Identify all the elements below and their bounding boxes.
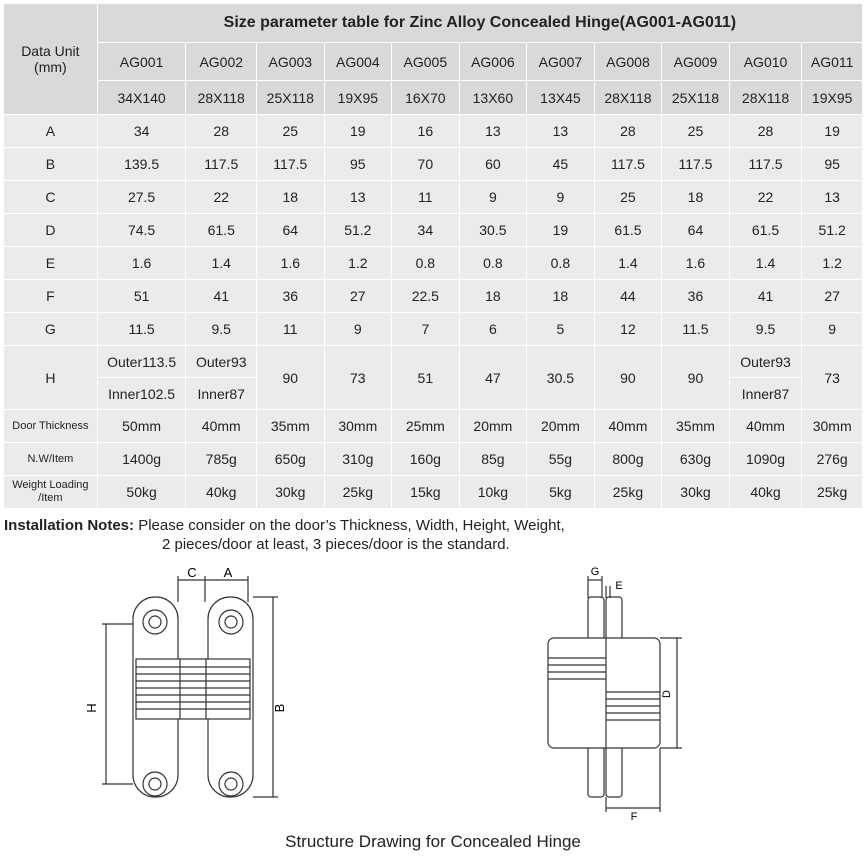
table-cell: 70: [392, 148, 460, 181]
table-cell: 27: [802, 280, 863, 313]
dim-label-g: G: [590, 566, 600, 578]
table-cell: 5: [527, 313, 595, 346]
table-cell: 13: [459, 115, 527, 148]
table-cell: 25: [257, 115, 325, 148]
h-ag004: 73: [324, 346, 392, 410]
model-header: AG011: [802, 43, 863, 81]
row-label-line-1: Weight Loading: [12, 479, 89, 491]
hinge-front-view-drawing: [84, 562, 288, 824]
table-cell: 50mm: [97, 410, 186, 443]
notes-label: Installation Notes:: [4, 517, 135, 534]
table-cell: 41: [186, 280, 257, 313]
notes-line-2: 2 pieces/door at least, 3 pieces/door is the standard.: [162, 536, 510, 553]
row-label-line-2: /Item: [38, 492, 63, 504]
table-cell: 12: [594, 313, 662, 346]
table-cell: 117.5: [662, 148, 730, 181]
table-cell: 630g: [662, 443, 730, 476]
table-cell: 61.5: [594, 214, 662, 247]
table-cell: 139.5: [97, 148, 186, 181]
table-cell: 1400g: [97, 443, 186, 476]
table-cell: 18: [527, 280, 595, 313]
table-row: [4, 115, 863, 148]
table-cell: 40kg: [186, 476, 257, 509]
row-label-h: H: [4, 346, 98, 410]
table-cell: 0.8: [459, 247, 527, 280]
table-row: [4, 443, 863, 476]
hinge-side-view-drawing: [540, 562, 690, 824]
size-parameter-table: [3, 3, 863, 509]
drawing-caption: Structure Drawing for Concealed Hinge: [285, 832, 581, 851]
h-ag009: 90: [662, 346, 730, 410]
h-ag010-inner: Inner87: [729, 378, 802, 410]
table-row: [4, 247, 863, 280]
model-size: 34X140: [97, 81, 186, 115]
table-cell: 10kg: [459, 476, 527, 509]
table-cell: 30mm: [324, 410, 392, 443]
table-row: [4, 476, 863, 509]
size-row: [4, 81, 863, 115]
table-cell: 85g: [459, 443, 527, 476]
table-cell: 27: [324, 280, 392, 313]
table-cell: 18: [662, 181, 730, 214]
table-title: Size parameter table for Zinc Alloy Concealed Hinge(AG001-AG011): [97, 4, 862, 43]
table-cell: 1.2: [324, 247, 392, 280]
table-cell: 1.4: [186, 247, 257, 280]
model-size: 19X95: [324, 81, 392, 115]
table-cell: 1.2: [802, 247, 863, 280]
table-cell: 310g: [324, 443, 392, 476]
table-cell: 1.4: [729, 247, 802, 280]
table-cell: 276g: [802, 443, 863, 476]
table-cell: 27.5: [97, 181, 186, 214]
table-cell: 9: [527, 181, 595, 214]
table-cell: 18: [459, 280, 527, 313]
table-cell: 1.6: [662, 247, 730, 280]
model-size: 28X118: [186, 81, 257, 115]
table-cell: 1.6: [257, 247, 325, 280]
h-ag002-inner: Inner87: [186, 378, 257, 410]
table-cell: 36: [257, 280, 325, 313]
table-cell: 25kg: [802, 476, 863, 509]
table-cell: 19: [324, 115, 392, 148]
table-cell: 15kg: [392, 476, 460, 509]
table-cell: 1.6: [97, 247, 186, 280]
table-cell: 1090g: [729, 443, 802, 476]
notes-line-1: Please consider on the door’s Thickness, Width, Height, Weight,: [138, 517, 565, 534]
h-ag005: 51: [392, 346, 460, 410]
row-label: E: [4, 247, 98, 280]
table-cell: 44: [594, 280, 662, 313]
table-cell: 11.5: [97, 313, 186, 346]
table-cell: 74.5: [97, 214, 186, 247]
table-cell: 6: [459, 313, 527, 346]
model-row: [4, 43, 863, 81]
dim-label-e: E: [615, 580, 623, 592]
table-cell: 25mm: [392, 410, 460, 443]
table-row: [4, 148, 863, 181]
model-size: 13X60: [459, 81, 527, 115]
row-label: [4, 476, 98, 509]
table-cell: 7: [392, 313, 460, 346]
model-header: AG004: [324, 43, 392, 81]
table-cell: 51.2: [324, 214, 392, 247]
table-cell: 95: [324, 148, 392, 181]
table-cell: 20mm: [527, 410, 595, 443]
table-cell: 40mm: [729, 410, 802, 443]
model-size: 25X118: [257, 81, 325, 115]
table-cell: 28: [729, 115, 802, 148]
table-cell: 35mm: [257, 410, 325, 443]
h-ag010-outer: Outer93: [729, 346, 802, 378]
table-cell: 9: [802, 313, 863, 346]
installation-notes: [4, 516, 565, 554]
table-row: [4, 313, 863, 346]
row-label: D: [4, 214, 98, 247]
model-size: 28X118: [729, 81, 802, 115]
table-cell: 117.5: [257, 148, 325, 181]
table-cell: 30kg: [662, 476, 730, 509]
table-cell: 11: [257, 313, 325, 346]
table-cell: 60: [459, 148, 527, 181]
row-label: C: [4, 181, 98, 214]
h-ag002-outer: Outer93: [186, 346, 257, 378]
dim-label-h: H: [84, 703, 99, 713]
data-unit-label: Data Unit: [21, 43, 80, 59]
table-row: [4, 181, 863, 214]
h-ag006: 47: [459, 346, 527, 410]
table-cell: 34: [392, 214, 460, 247]
table-cell: 22: [729, 181, 802, 214]
row-label: N.W/Item: [4, 443, 98, 476]
dim-label-a: A: [223, 565, 233, 580]
table-cell: 117.5: [729, 148, 802, 181]
table-cell: 16: [392, 115, 460, 148]
table-cell: 25: [662, 115, 730, 148]
row-label: B: [4, 148, 98, 181]
row-label: F: [4, 280, 98, 313]
table-cell: 0.8: [527, 247, 595, 280]
model-header: AG001: [97, 43, 186, 81]
dim-label-b: B: [272, 703, 287, 713]
h-ag001-outer: Outer113.5: [97, 346, 186, 378]
h-ag008: 90: [594, 346, 662, 410]
model-header: AG005: [392, 43, 460, 81]
table-cell: 40kg: [729, 476, 802, 509]
table-row-h: [4, 346, 863, 378]
model-header: AG003: [257, 43, 325, 81]
table-cell: 25kg: [594, 476, 662, 509]
table-cell: 34: [97, 115, 186, 148]
h-ag007: 30.5: [527, 346, 595, 410]
dim-label-c: C: [187, 565, 197, 580]
table-cell: 13: [324, 181, 392, 214]
model-size: 25X118: [662, 81, 730, 115]
h-ag011: 73: [802, 346, 863, 410]
table-cell: 13: [802, 181, 863, 214]
dim-label-d: D: [661, 690, 673, 698]
table-cell: 64: [662, 214, 730, 247]
table-cell: 5kg: [527, 476, 595, 509]
model-size: 16X70: [392, 81, 460, 115]
table-cell: 20mm: [459, 410, 527, 443]
model-header: AG010: [729, 43, 802, 81]
table-row: [4, 280, 863, 313]
h-ag001-inner: Inner102.5: [97, 378, 186, 410]
table-cell: 9.5: [729, 313, 802, 346]
table-cell: 9.5: [186, 313, 257, 346]
table-cell: 28: [594, 115, 662, 148]
model-header: AG009: [662, 43, 730, 81]
table-cell: 800g: [594, 443, 662, 476]
model-size: 13X45: [527, 81, 595, 115]
table-cell: 9: [459, 181, 527, 214]
table-cell: 95: [802, 148, 863, 181]
row-label: Door Thickness: [4, 410, 98, 443]
table-cell: 40mm: [594, 410, 662, 443]
table-cell: 11.5: [662, 313, 730, 346]
model-size: 28X118: [594, 81, 662, 115]
table-cell: 25: [594, 181, 662, 214]
h-ag003: 90: [257, 346, 325, 410]
data-unit-header: [4, 4, 98, 115]
table-cell: 117.5: [186, 148, 257, 181]
table-cell: 22: [186, 181, 257, 214]
table-cell: 19: [802, 115, 863, 148]
table-cell: 51.2: [802, 214, 863, 247]
table-cell: 50kg: [97, 476, 186, 509]
model-header: AG008: [594, 43, 662, 81]
table-cell: 28: [186, 115, 257, 148]
dim-label-f: F: [630, 811, 638, 823]
table-cell: 40mm: [186, 410, 257, 443]
table-cell: 35mm: [662, 410, 730, 443]
model-header: AG002: [186, 43, 257, 81]
row-label: A: [4, 115, 98, 148]
table-row: [4, 410, 863, 443]
table-cell: 30.5: [459, 214, 527, 247]
table-cell: 11: [392, 181, 460, 214]
table-cell: 785g: [186, 443, 257, 476]
table-cell: 650g: [257, 443, 325, 476]
model-header: AG007: [527, 43, 595, 81]
table-cell: 64: [257, 214, 325, 247]
table-cell: 0.8: [392, 247, 460, 280]
model-size: 19X95: [802, 81, 863, 115]
table-cell: 1.4: [594, 247, 662, 280]
data-unit-sub: (mm): [34, 59, 67, 75]
row-label: G: [4, 313, 98, 346]
table-cell: 160g: [392, 443, 460, 476]
table-cell: 19: [527, 214, 595, 247]
table-cell: 41: [729, 280, 802, 313]
table-cell: 30mm: [802, 410, 863, 443]
table-cell: 13: [527, 115, 595, 148]
table-cell: 51: [97, 280, 186, 313]
table-cell: 22.5: [392, 280, 460, 313]
table-cell: 61.5: [729, 214, 802, 247]
table-cell: 61.5: [186, 214, 257, 247]
table-row: [4, 214, 863, 247]
table-cell: 36: [662, 280, 730, 313]
table-cell: 30kg: [257, 476, 325, 509]
table-cell: 55g: [527, 443, 595, 476]
table-cell: 45: [527, 148, 595, 181]
table-cell: 117.5: [594, 148, 662, 181]
table-cell: 18: [257, 181, 325, 214]
table-cell: 9: [324, 313, 392, 346]
model-header: AG006: [459, 43, 527, 81]
table-cell: 25kg: [324, 476, 392, 509]
